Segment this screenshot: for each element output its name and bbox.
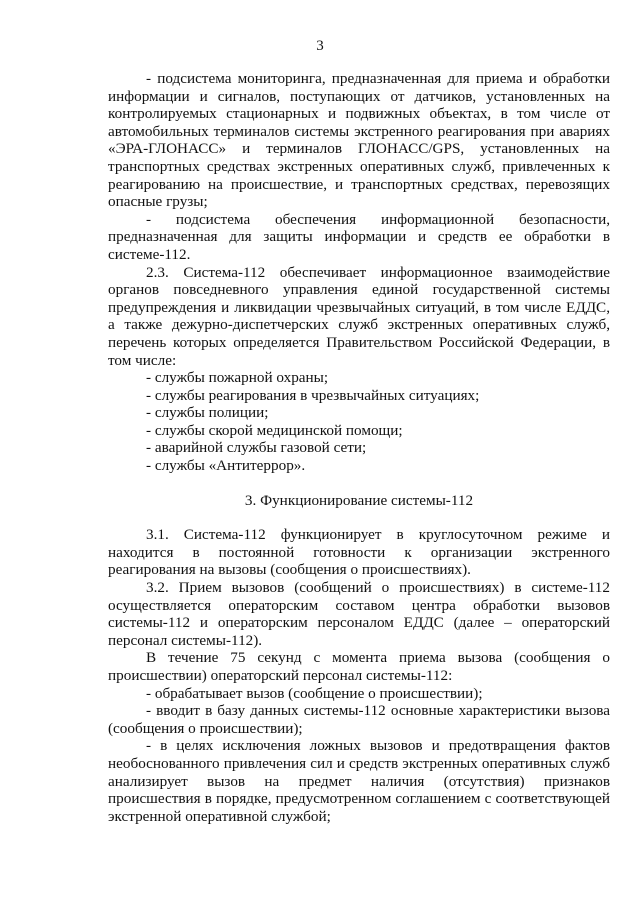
document-body (108, 70, 610, 825)
section-heading: 3. Функционирование системы-112 (244, 491, 474, 509)
paragraph: - подсистема мониторинга, предназначенная для приема и обработки информации и сигналов, поступающих от датчиков, установленных на контролируемых стационарных и подвижных объектах, в том числе от автомобильных терминалов системы экстренного реагирования при авариях «ЭРА-ГЛОНАСС» и терминалов ГЛОНАСС/GPS, установленных на транспортных средствах экстренных оперативных служб, привлеченных к реагированию на происшествие, и транспортных средствах, перевозящих опасные грузы; (108, 70, 610, 211)
paragraph: 2.3. Система-112 обеспечивает информационное взаимодействие органов повседневного управления единой государственной системы предупреждения и ликвидации чрезвычайных ситуаций, в том числе ЕДДС, а также дежурно-диспетчерских служб экстренных оперативных служб, перечень которых определяется Правительством Российской Федерации, в том числе: (108, 263, 610, 369)
list-item: - службы полиции; (146, 404, 269, 422)
list-item: - в целях исключения ложных вызовов и предотвращения фактов необоснованного привлечения сил и средств экстренных оперативных служб анализирует вызов на предмет наличия (отсутствия) признаков происшествия в порядке, предусмотренном соглашением с соответствующей экстренной оперативной службой; (108, 737, 610, 825)
list-item: - службы реагирования в чрезвычайных ситуациях; (146, 386, 480, 404)
list-item: - службы пожарной охраны; (146, 369, 329, 387)
list-item: - вводит в базу данных системы-112 основные характеристики вызова (сообщения о происшествии); (108, 702, 610, 737)
list-item: - обрабатывает вызов (сообщение о происшествии); (146, 684, 483, 702)
list-item: - аварийной службы газовой сети; (146, 439, 367, 457)
page-number: 3 (316, 38, 324, 54)
paragraph: 3.1. Система-112 функционирует в круглосуточном режиме и находится в постоянной готовности к организации экстренного реагирования на вызовы (сообщения о происшествиях). (108, 526, 610, 579)
paragraph: - подсистема обеспечения информационной безопасности, предназначенная для защиты информации и средств ее обработки в системе-112. (108, 210, 610, 263)
paragraph: В течение 75 секунд с момента приема вызова (сообщения о происшествии) операторский персонал системы-112: (108, 649, 610, 684)
list-item: - службы скорой медицинской помощи; (146, 421, 403, 439)
paragraph: 3.2. Прием вызовов (сообщений о происшествиях) в системе-112 осуществляется операторским составом центра обработки вызовов системы-112 и операторским персоналом ЕДДС (далее – операторский персонал системы-112). (108, 579, 610, 649)
list-item: - службы «Антитеррор». (146, 457, 306, 475)
